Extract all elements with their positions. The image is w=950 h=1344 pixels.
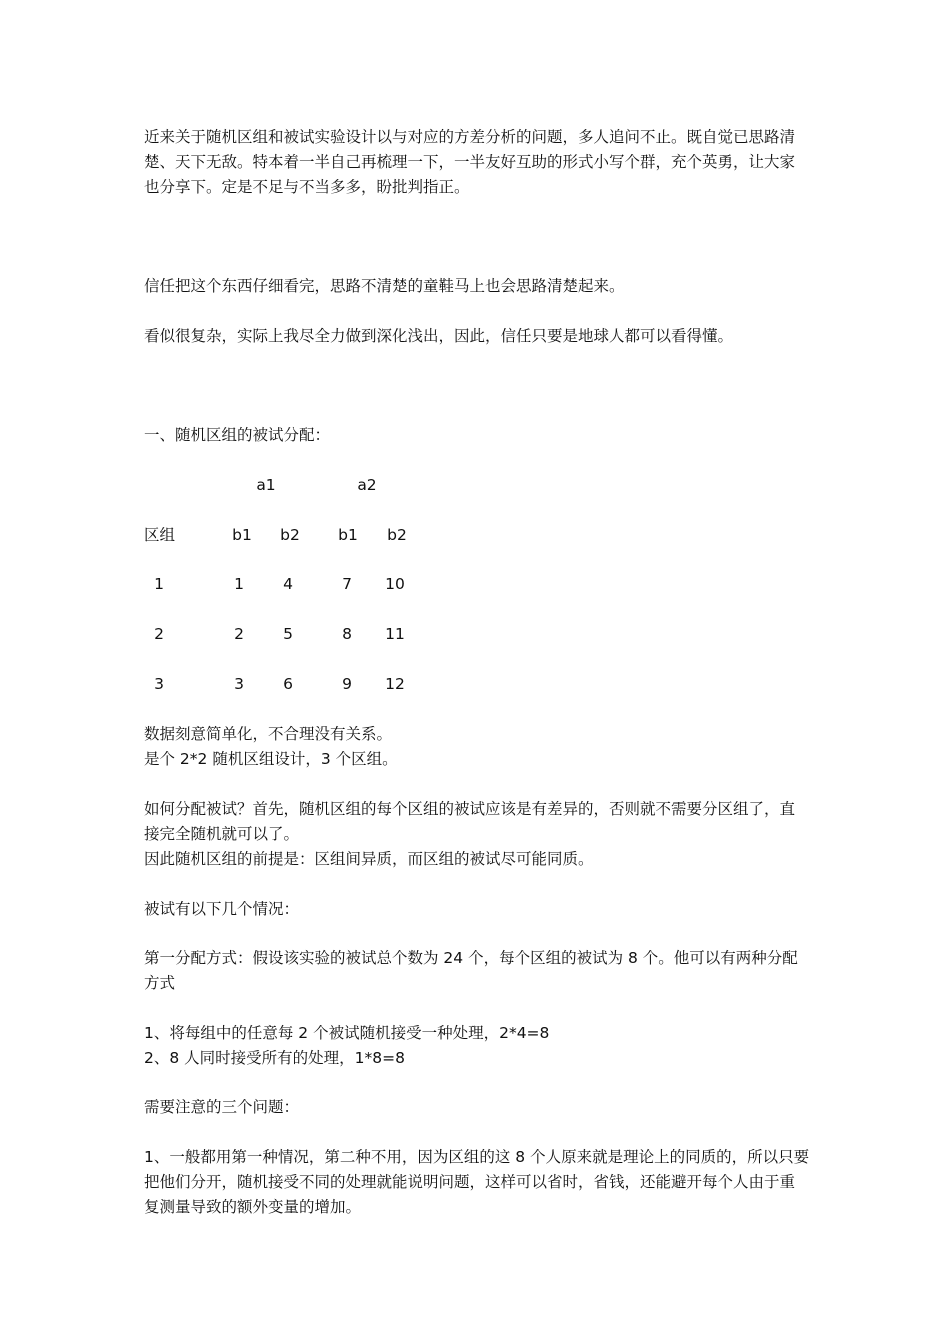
table-cell: 8 — [342, 625, 352, 643]
option-1: 1、将每组中的任意每 2 个被试随机接受一种处理，2*4=8 — [144, 1024, 550, 1042]
issue-1-paragraph: 1、一般都用第一种情况，第二种不用，因为区组的这 8 个人原来就是理论上的同质的，所以只要把他们分开，随机接受不同的处理就能说明问题，这样可以省时，省钱，还能避开每个人由于重复测量导致的额外变量的增加。 — [144, 1148, 810, 1216]
table-row — [144, 672, 810, 697]
question-paragraph: 如何分配被试？首先，随机区组的每个区组的被试应该是有差异的，否则就不需要分区组了，直接完全随机就可以了。 — [144, 800, 796, 843]
table-cell: 11 — [385, 625, 405, 643]
intro-paragraph-3: 看似很复杂，实际上我尽全力做到深化浅出，因此，信任只要是地球人都可以看得懂。 — [144, 327, 734, 345]
table-cell: 1 — [154, 575, 164, 593]
column-header: b1 — [232, 526, 252, 544]
intro-paragraph-2: 信任把这个东西仔细看完，思路不清楚的童鞋马上也会思路清楚起来。 — [144, 277, 625, 295]
table-cell: 2 — [234, 625, 244, 643]
group-header-a2: a2 — [357, 476, 377, 494]
column-header: b2 — [387, 526, 407, 544]
table-cell: 7 — [342, 575, 352, 593]
table-cell: 3 — [234, 675, 244, 693]
table-row — [144, 572, 810, 597]
table-cell: 2 — [154, 625, 164, 643]
note-1: 数据刻意简单化，不合理没有关系。 — [144, 725, 393, 743]
premise-paragraph: 因此随机区组的前提是：区组间异质，而区组的被试尽可能同质。 — [144, 850, 594, 868]
method-1-paragraph: 第一分配方式：假设该实验的被试总个数为 24 个，每个区组的被试为 8 个。他可以有两种分配方式 — [144, 949, 798, 992]
note-2: 是个 2*2 随机区组设计，3 个区组。 — [144, 750, 398, 768]
intro-paragraph-1: 近来关于随机区组和被试实验设计以与对应的方差分析的问题，多人追问不止。既自觉已思路清楚、天下无敌。特本着一半自己再梳理一下，一半友好互助的形式小写个群，充个英勇，让大家也分享下。定是不足与不当多多，盼批判指正。 — [144, 128, 796, 196]
column-header: b1 — [338, 526, 358, 544]
table-cell: 10 — [385, 575, 405, 593]
table-column-header-row — [144, 523, 810, 548]
situations-heading: 被试有以下几个情况： — [144, 900, 300, 918]
table-cell: 3 — [154, 675, 164, 693]
table-row — [144, 622, 810, 647]
column-header-block: 区组 — [144, 526, 176, 544]
table-cell: 9 — [342, 675, 352, 693]
table-cell: 5 — [283, 625, 293, 643]
option-2: 2、8 人同时接受所有的处理，1*8=8 — [144, 1049, 405, 1067]
table-cell: 4 — [283, 575, 293, 593]
group-header-a1: a1 — [256, 476, 276, 494]
table-cell: 1 — [234, 575, 244, 593]
table-cell: 12 — [385, 675, 405, 693]
table-group-header-row — [144, 473, 810, 498]
table-cell: 6 — [283, 675, 293, 693]
issues-heading: 需要注意的三个问题： — [144, 1098, 300, 1116]
section-heading: 一、随机区组的被试分配： — [144, 426, 331, 444]
column-header: b2 — [280, 526, 300, 544]
